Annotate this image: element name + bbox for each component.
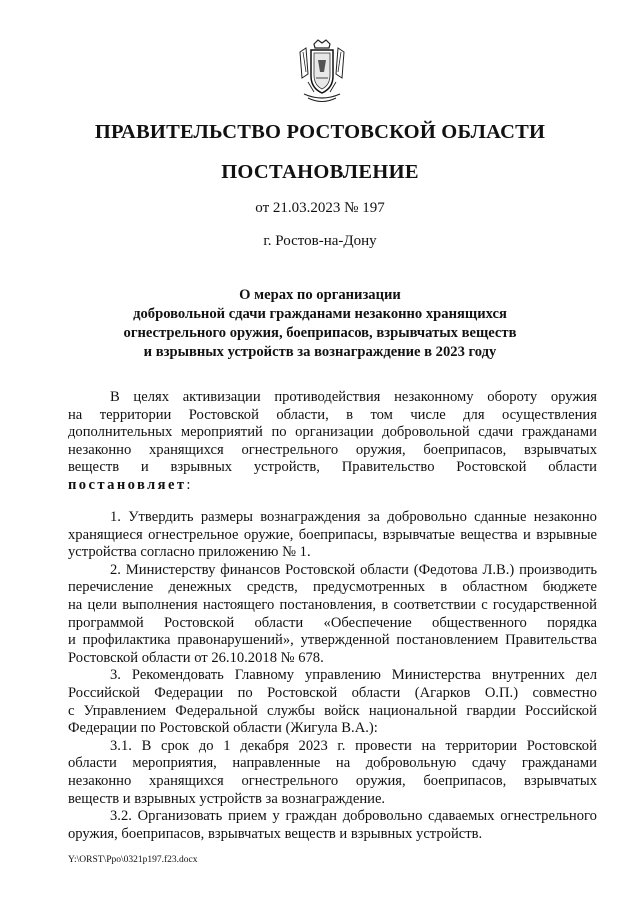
text-line: с Управлением Федеральной службы войск национальной гвардии Российской xyxy=(68,702,597,719)
text-line: оружия, боеприпасов, взрывчатых веществ и взрывных устройств. xyxy=(68,825,483,842)
title-line: добровольной сдачи гражданами незаконно хранящихся xyxy=(133,306,507,322)
text-line: В целях активизации противодействия незаконному обороту оружия xyxy=(110,389,597,405)
decree-line xyxy=(68,477,597,495)
text-line: 1. Утвердить размеры вознаграждения за добровольно сданные незаконно xyxy=(110,509,597,525)
title-line: О мерах по организации xyxy=(239,287,401,303)
text-line: незаконно хранящихся огнестрельного оружия, боеприпасов, взрывчатых xyxy=(68,441,597,458)
text-line: Российской Федерации по Ростовской области (Агарков О.П.) совместно xyxy=(68,684,597,701)
text-line: перечисление денежных средств, предусмотренных в областном бюджете xyxy=(68,579,597,596)
coat-of-arms-icon xyxy=(294,38,350,106)
text-line: дополнительных мероприятий по организации добровольной сдачи гражданами xyxy=(68,424,597,441)
document-city: г. Ростов-на-Дону xyxy=(263,233,377,249)
text-line: 3. Рекомендовать Главному управлению Министерства внутренних дел xyxy=(110,667,597,684)
text-line: 3.2. Организовать прием у граждан добровольно сдаваемых огнестрельного xyxy=(110,808,597,825)
file-path-footer: Y:\ORST\Ppo\0321p197.f23.docx xyxy=(68,855,198,865)
text-line: 3.1. В срок до 1 декабря 2023 г. провести на территории Ростовской xyxy=(110,737,597,754)
text-line: веществ и взрывных устройств, Правительство Ростовской области xyxy=(68,459,597,476)
text-line: области мероприятия, направленные на добровольную сдачу гражданами xyxy=(68,755,597,772)
text-line: незаконно хранящихся огнестрельного оружия, боеприпасов, взрывчатых xyxy=(68,772,597,789)
organization-name: ПРАВИТЕЛЬСТВО РОСТОВСКОЙ ОБЛАСТИ xyxy=(94,121,546,143)
decree-items xyxy=(68,509,597,843)
text-line: на территории Ростовской области, в том числе для осуществления xyxy=(68,406,597,423)
decree-colon: : xyxy=(186,476,191,493)
text-line: хранящиеся огнестрельное оружие, боеприпасы, взрывчатые вещества и взрывные xyxy=(68,526,597,543)
text-line: программой Ростовской области «Обеспечение общественного порядка xyxy=(68,614,597,631)
text-line: и профилактика правонарушений», утвержденной постановлением Правительства xyxy=(68,632,597,649)
text-line: на цели выполнения настоящего постановления, в соответствии с государственной xyxy=(68,596,597,613)
document-date-number: от 21.03.2023 № 197 xyxy=(255,200,385,216)
text-line: веществ и взрывных устройств за вознаграждение. xyxy=(68,790,386,807)
document-type: ПОСТАНОВЛЕНИЕ xyxy=(221,161,419,183)
text-line: Федерации по Ростовской области (Жигула В.А.): xyxy=(68,720,378,737)
preamble-paragraph xyxy=(68,389,597,495)
title-line: и взрывных устройств за вознаграждение в 2023 году xyxy=(143,344,497,360)
title-line: огнестрельного оружия, боеприпасов, взрывчатых веществ xyxy=(123,325,517,341)
text-line: устройства согласно приложению № 1. xyxy=(68,544,311,561)
decree-word: постановляет xyxy=(68,476,187,493)
text-line: Ростовской области от 26.10.2018 № 678. xyxy=(68,649,324,666)
text-line: 2. Министерству финансов Ростовской области (Федотова Л.В.) производить xyxy=(110,561,597,578)
document-title xyxy=(0,286,640,362)
